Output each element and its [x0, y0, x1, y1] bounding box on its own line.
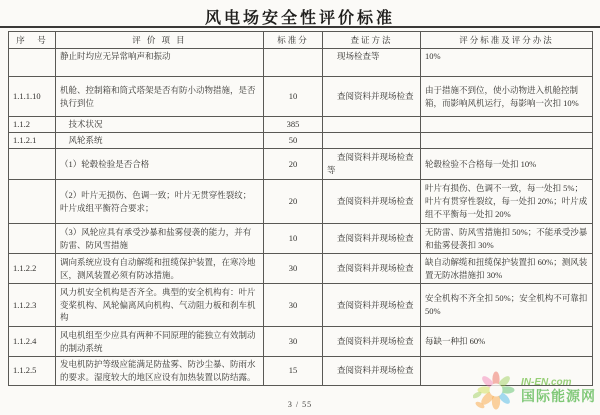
cell-method: 查阅资料并现场检查: [323, 327, 421, 357]
cell-method: 现场检查等: [323, 49, 421, 77]
table-row: [9, 327, 593, 357]
cell-score: 15: [264, 357, 323, 386]
cell-method: 查阅资料并现场检查: [323, 180, 421, 224]
watermark-text: [521, 378, 596, 403]
col-header-item: 评 价 项 目: [56, 32, 264, 49]
cell-score: 20: [264, 180, 323, 224]
table-row: [9, 149, 593, 180]
cell-no: [9, 180, 56, 224]
cell-item: 发电机防护等级应能满足防盐雾、防沙尘暴、防雨水的要求。湿度较大的地区应设有加热装置以防结露。: [56, 357, 264, 386]
cell-item: （1）轮毂检验是否合格: [56, 149, 264, 180]
cell-criteria: [421, 117, 593, 133]
cell-method: [323, 133, 421, 149]
cell-item: 风电机组至少应具有两种不同原理的能独立有效制动的制动系统: [56, 327, 264, 357]
cell-score: 30: [264, 284, 323, 327]
cell-item: 调向系统应设有自动解缆和扭缆保护装置，在寒冷地区，测风装置必须有防冰措施。: [56, 254, 264, 284]
cell-score: 50: [264, 133, 323, 149]
cell-item: （2）叶片无损伤、色调一致；叶片无贯穿性裂纹；叶片成组平衡符合要求；: [56, 180, 264, 224]
cell-method: 查阅资料并现场检查等: [323, 149, 421, 180]
col-header-criteria: 评分标准及评分办法: [421, 32, 593, 49]
table-body: [9, 49, 593, 386]
cell-score: 20: [264, 149, 323, 180]
cell-criteria: 安全机构不齐全扣 50%；安全机构不可靠扣 50%: [421, 284, 593, 327]
cell-method: [323, 117, 421, 133]
cell-score: 385: [264, 117, 323, 133]
cell-criteria: 由于措施不到位，使小动物进入机舱控制箱，而影响风机运行，每影响一次扣 10%: [421, 77, 593, 117]
cell-method: 查阅资料并现场检查: [323, 254, 421, 284]
cell-item: 风力机安全机构是否齐全。典型的安全机构有：叶片变桨机构、风轮偏离风向机构、气动阻力板和刹车机构: [56, 284, 264, 327]
cell-method: 查阅资料并现场检查: [323, 357, 421, 386]
cell-no: [9, 149, 56, 180]
cell-no: [9, 49, 56, 77]
table-row: [9, 77, 593, 117]
title-divider: [0, 26, 600, 28]
cell-score: 30: [264, 254, 323, 284]
cell-no: [9, 224, 56, 254]
table-row: [9, 284, 593, 327]
cell-criteria: 每缺一种扣 60%: [421, 327, 593, 357]
cell-criteria: 轮毂检验不合格每一处扣 10%: [421, 149, 593, 180]
cell-no: 1.1.2: [9, 117, 56, 133]
cell-no: 1.1.2.2: [9, 254, 56, 284]
cell-criteria: 叶片有损伤、色调不一致，每一处扣 5%；叶片有贯穿性裂纹，每一处扣 20%；叶片成组不平衡每一处扣 20%: [421, 180, 593, 224]
table-row: [9, 254, 593, 284]
table-row: [9, 224, 593, 254]
cell-no: 1.1.2.5: [9, 357, 56, 386]
cell-criteria: [421, 133, 593, 149]
cell-item: 风轮系统: [56, 133, 264, 149]
cell-item: （3）风轮应具有承受沙暴和盐雾侵袭的能力，并有防雷、防风雪措施: [56, 224, 264, 254]
col-header-score: 标准分: [264, 32, 323, 49]
page-number: 3 / 55: [287, 400, 313, 409]
in-en-logo-icon: [473, 367, 519, 415]
cell-criteria: 10%: [421, 49, 593, 77]
cell-criteria: 无防雷、防风雪措施扣 50%；不能承受沙暴和盐雾侵袭扣 30%: [421, 224, 593, 254]
col-header-method: 查证方法: [323, 32, 421, 49]
watermark-site: IN-EN.com: [521, 377, 572, 389]
cell-score: 10: [264, 77, 323, 117]
table-header-row: [9, 32, 593, 49]
col-header-no: 序 号: [9, 32, 56, 49]
evaluation-table: [8, 31, 593, 386]
cell-score: 30: [264, 327, 323, 357]
page-title: 风电场安全性评价标准: [204, 10, 395, 27]
watermark-name: 国际能源网: [521, 387, 596, 404]
in-en-watermark: [473, 367, 596, 415]
cell-score: [264, 49, 323, 77]
cell-method: 查阅资料并现场检查: [323, 77, 421, 117]
table-row: [9, 133, 593, 149]
cell-no: 1.1.2.4: [9, 327, 56, 357]
cell-method: 查阅资料并现场检查: [323, 284, 421, 327]
cell-method: 查阅资料并现场检查: [323, 224, 421, 254]
table-row: [9, 49, 593, 77]
cell-item: 机舱、控制箱和筒式塔架是否有防小动物措施，是否执行到位: [56, 77, 264, 117]
cell-criteria: 缺自动解缆和扭缆保护装置扣 60%；测风装置无防冰措施扣 30%: [421, 254, 593, 284]
table-row: [9, 117, 593, 133]
cell-item: 技术状况: [56, 117, 264, 133]
cell-score: 10: [264, 224, 323, 254]
cell-item: 静止时均应无异常响声和振动: [56, 49, 264, 77]
cell-no: 1.1.2.3: [9, 284, 56, 327]
table-row: [9, 180, 593, 224]
cell-no: 1.1.2.1: [9, 133, 56, 149]
cell-no: 1.1.1.10: [9, 77, 56, 117]
